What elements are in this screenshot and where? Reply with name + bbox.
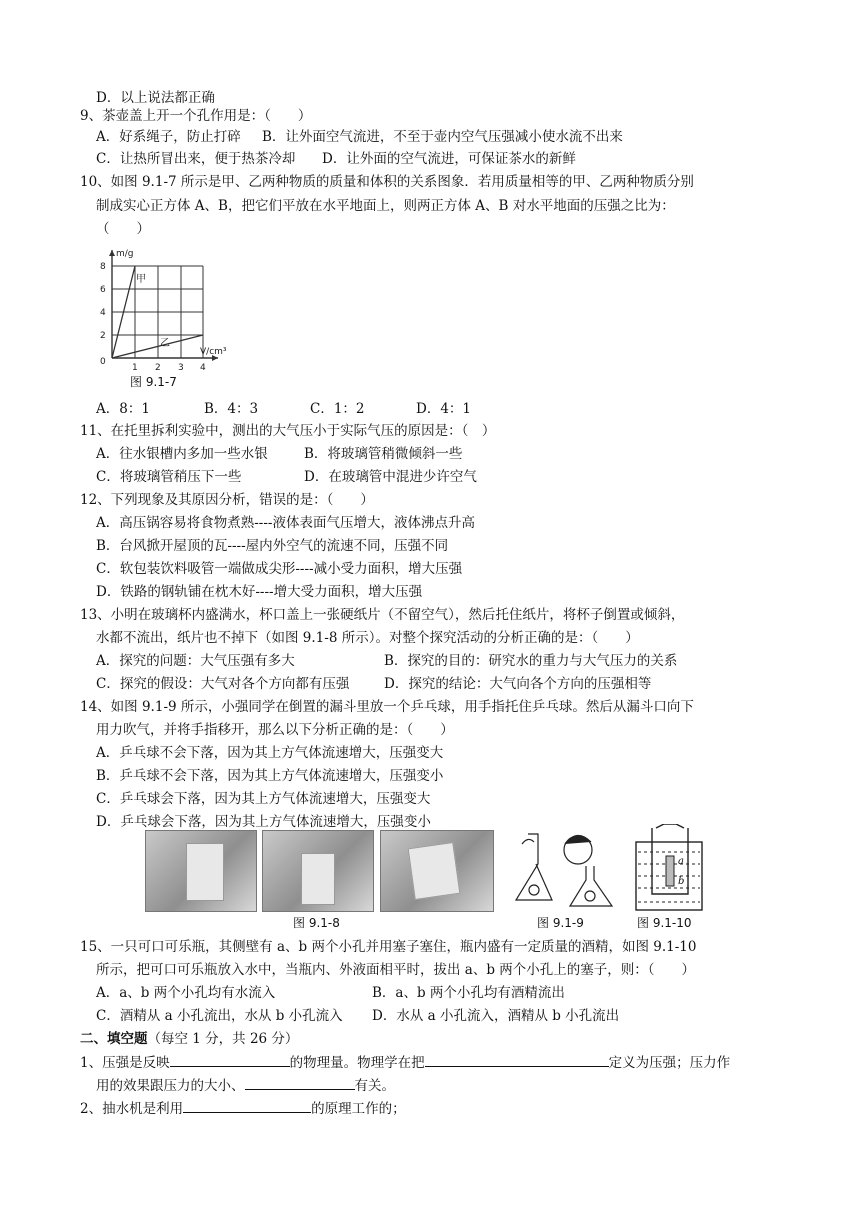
figure-9-1-10-drawing [634, 824, 706, 914]
q11-option-d: D．在玻璃管中混进少许空气 [304, 469, 477, 485]
x-tick-1: 1 [132, 363, 138, 373]
x-tick-2: 2 [155, 363, 161, 373]
q10-stem-line2: 制成实心正方体 A、B，把它们平放在水平地面上，则两正方体 A、B 对水平地面的压强之比为： [96, 198, 675, 214]
fill-1-line1 [80, 1052, 730, 1073]
fill-1-text-4: 用的效果跟压力的大小、 [96, 1078, 245, 1094]
y-axis-label: m/g [116, 249, 134, 259]
y-tick-4: 4 [100, 308, 106, 318]
fill-1-blank-1[interactable] [170, 1052, 290, 1067]
section-2-title: 二、填空题 [80, 1031, 148, 1047]
q13-option-a: A．探究的问题：大气压强有多大 [96, 653, 295, 669]
fill-2-text-2: 的原理工作的； [311, 1101, 406, 1117]
figure-9-1-10-caption: 图 9.1-10 [637, 916, 692, 930]
fill-1-text-2: 的物理量。物理学在把 [289, 1055, 425, 1071]
q14-option-c: C．乒乓球会下落，因为其上方气体流速增大，压强变大 [96, 791, 431, 807]
q12-stem: 12、下列现象及其原因分析，错误的是：（ ） [80, 492, 374, 508]
q13-stem-line1: 13、小明在玻璃杯内盛满水，杯口盖上一张硬纸片（不留空气），然后托住纸片，将杯子倒置或倾斜， [80, 607, 685, 623]
fill-1-text-3: 定义为压强；压力作 [608, 1055, 731, 1071]
figure-9-1-7-graph [94, 246, 244, 394]
q15-stem-line2: 所示，把可口可乐瓶放入水中，当瓶内、外液面相平时，拔出 a、b 两个小孔上的塞子，则：（ ） [96, 962, 696, 978]
q14-stem-line1: 14、如图 9.1-9 所示，小强同学在倒置的漏斗里放一个乒乓球，用手指托住乒乓球。然后从漏斗口向下 [80, 699, 694, 715]
q15-option-a: A．a、b 两个小孔均有水流入 [96, 985, 276, 1001]
x-tick-3: 3 [178, 363, 184, 373]
q13-option-b: B．探究的目的：研究水的重力与大气压力的关系 [384, 653, 678, 669]
fill-2-line [80, 1098, 406, 1119]
q10-option-b: B．4：3 [204, 401, 259, 417]
fill-1-blank-2[interactable] [425, 1052, 609, 1067]
q9-option-b: B．让外面空气流进，不至于壶内空气压强减小使水流不出来 [262, 129, 623, 145]
q10-stem-line1: 10、如图 9.1-7 所示是甲、乙两种物质的质量和体积的关系图象．若用质量相等的甲、乙两种物质分别 [80, 174, 694, 190]
figure-9-1-8-photo-2 [262, 830, 374, 912]
fill-1-blank-3[interactable] [245, 1075, 355, 1090]
y-tick-8: 8 [100, 262, 106, 272]
q14-option-a: A．乒乓球不会下落，因为其上方气体流速增大，压强变大 [96, 745, 444, 761]
q13-option-d: D．探究的结论：大气向各个方向的压强相等 [384, 676, 652, 692]
section-2-heading [80, 1029, 298, 1049]
y-tick-6: 6 [100, 285, 106, 295]
figure-9-1-8-photo-1 [145, 830, 257, 912]
y-tick-0: 0 [100, 357, 106, 367]
figure-9-1-9-caption: 图 9.1-9 [537, 916, 584, 930]
hole-b-label: b [678, 876, 685, 887]
q11-option-b: B．将玻璃管稍微倾斜一些 [304, 446, 463, 462]
x-tick-4: 4 [200, 363, 206, 373]
q11-option-a: A．往水银槽内多加一些水银 [96, 446, 268, 462]
q10-stem-line3: （ ） [96, 221, 150, 237]
q15-stem-line1: 15、一只可口可乐瓶，其侧壁有 a、b 两个小孔并用塞子塞住，瓶内盛有一定质量的酒精，如图 9.1-10 [80, 939, 697, 955]
label-jia: 甲 [136, 274, 146, 285]
q12-option-d: D．铁路的钢轨铺在枕木好----增大受力面积，增大压强 [96, 584, 423, 600]
y-tick-2: 2 [100, 331, 106, 341]
figure-9-1-9-drawing [508, 824, 618, 914]
q9-option-c: C．让热所冒出来，便于热茶冷却 [96, 151, 296, 167]
q11-stem: 11、在托里拆利实验中，测出的大气压小于实际气压的原因是：（ ） [80, 423, 496, 439]
q9-option-a: A．好系绳子，防止打碎 [96, 129, 241, 145]
q15-option-b: B．a、b 两个小孔均有酒精流出 [372, 985, 565, 1001]
fill-1-text-1: 1、压强是反映 [80, 1055, 170, 1071]
q15-option-d: D．水从 a 小孔流入，酒精从 b 小孔流出 [372, 1008, 620, 1024]
q12-option-b: B．台风掀开屋顶的瓦----屋内外空气的流速不同，压强不同 [96, 538, 449, 554]
q9-stem: 9、茶壶盖上开一个孔作用是：（ ） [80, 108, 312, 124]
x-axis-label: V/cm³ [200, 347, 227, 357]
hole-a-label: a [678, 856, 684, 867]
q10-option-c: C．1：2 [310, 401, 365, 417]
fill-2-blank-1[interactable] [183, 1098, 311, 1113]
q10-option-a: A．8：1 [96, 401, 150, 417]
q11-option-c: C．将玻璃管稍压下一些 [96, 469, 242, 485]
q12-option-c: C．软包装饮料吸管一端做成尖形----减小受力面积，增大压强 [96, 561, 463, 577]
q9-option-d: D．让外面的空气流进，可保证茶水的新鲜 [322, 151, 576, 167]
q14-option-b: B．乒乓球不会下落，因为其上方气体流速增大，压强变小 [96, 768, 444, 784]
q15-option-c: C．酒精从 a 小孔流出，水从 b 小孔流入 [96, 1008, 343, 1024]
fill-1-text-5: 有关。 [354, 1078, 395, 1094]
figure-9-1-8-photo-3 [380, 830, 494, 912]
q14-option-d: D．乒乓球会下落，因为其上方气体流速增大，压强变小 [96, 814, 431, 830]
q14-stem-line2: 用力吹气，并将手指移开，那么以下分析正确的是：（ ） [96, 722, 454, 738]
q12-option-a: A．高压锅容易将食物煮熟----液体表面气压增大，液体沸点升高 [96, 515, 475, 531]
figure-9-1-7-caption: 图 9.1-7 [130, 375, 177, 389]
fill-1-line2 [96, 1075, 395, 1096]
q13-option-c: C．探究的假设：大气对各个方向都有压强 [96, 676, 350, 692]
fill-2-text-1: 2、抽水机是利用 [80, 1101, 184, 1117]
q10-option-d: D．4：1 [416, 401, 472, 417]
figure-9-1-8-caption: 图 9.1-8 [293, 916, 340, 930]
q8-option-d: D．以上说法都正确 [96, 90, 215, 106]
q13-stem-line2: 水都不流出，纸片也不掉下（如图 9.1-8 所示）。对整个探究活动的分析正确的是：（ ） [96, 630, 639, 646]
section-2-note: （每空 1 分，共 26 分） [147, 1031, 299, 1047]
label-yi: 乙 [160, 338, 170, 349]
